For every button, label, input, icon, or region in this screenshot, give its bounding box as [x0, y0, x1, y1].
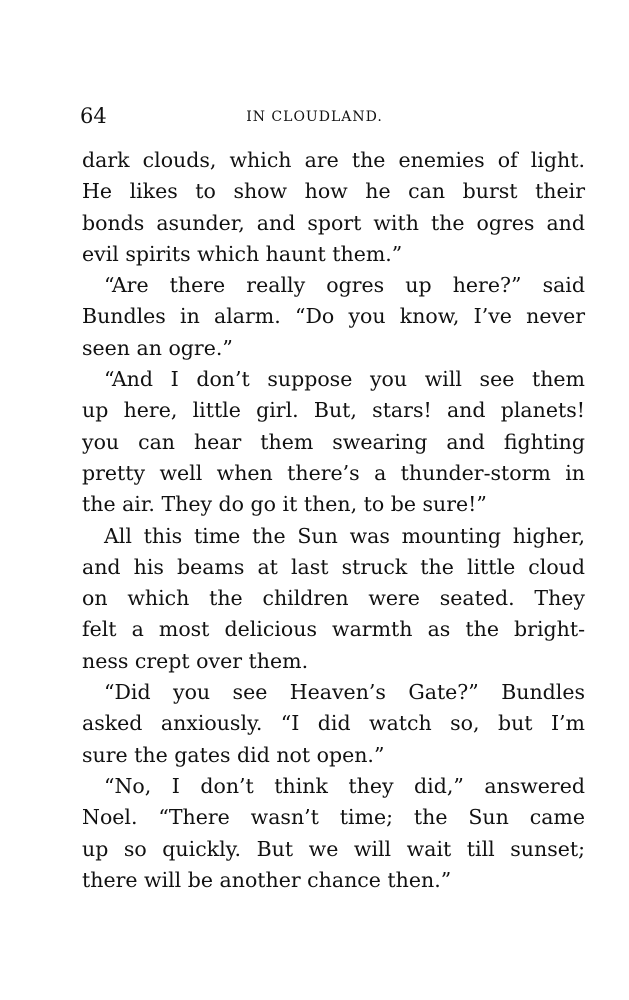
text-line: up so quickly. But we will wait till sunset; — [82, 836, 585, 861]
paragraph-1 — [82, 145, 585, 270]
paragraph-6 — [82, 771, 585, 896]
paragraph-5 — [82, 677, 585, 771]
text-line: “And I don’t suppose you will see them — [104, 367, 585, 392]
text-line: “Did you see Heaven’s Gate?” Bundles — [104, 680, 585, 705]
text-line: the air. They do go it then, to be sure!” — [82, 492, 487, 517]
body-text — [82, 145, 585, 896]
text-line: on which the children were seated. They — [82, 586, 585, 611]
text-line: “Are there really ogres up here?” said — [104, 273, 585, 298]
text-line: He likes to show how he can burst their — [82, 179, 585, 204]
text-line: felt a most delicious warmth as the bright- — [82, 617, 585, 642]
text-line: ness crept over them. — [82, 648, 309, 673]
text-line: dark clouds, which are the enemies of light. — [82, 148, 585, 172]
text-line: bonds asunder, and sport with the ogres and — [82, 210, 585, 235]
paragraph-2 — [82, 270, 585, 364]
text-line: Bundles in alarm. “Do you know, I’ve never — [82, 304, 585, 329]
text-line: evil spirits which haunt them.” — [82, 241, 403, 266]
paragraph-3 — [82, 364, 585, 520]
running-head: IN CLOUDLAND. — [246, 109, 383, 125]
text-line: sure the gates did not open.” — [82, 742, 385, 767]
text-line: there will be another chance then.” — [82, 867, 452, 892]
page-number: 64 — [80, 104, 107, 128]
text-line: you can hear them swearing and fighting — [82, 429, 585, 454]
text-line: All this time the Sun was mounting higher, — [104, 523, 585, 548]
text-line: pretty well when there’s a thunder-storm in — [82, 460, 585, 485]
text-line: seen an ogre.” — [82, 335, 233, 360]
text-line: up here, little girl. But, stars! and planets! — [82, 398, 585, 423]
text-line: Noel. “There wasn’t time; the Sun came — [82, 805, 585, 830]
text-line: asked anxiously. “I did watch so, but I’m — [82, 711, 585, 736]
text-line: and his beams at last struck the little cloud — [82, 554, 585, 579]
paragraph-4 — [82, 521, 585, 677]
text-line: “No, I don’t think they did,” answered — [104, 773, 585, 798]
